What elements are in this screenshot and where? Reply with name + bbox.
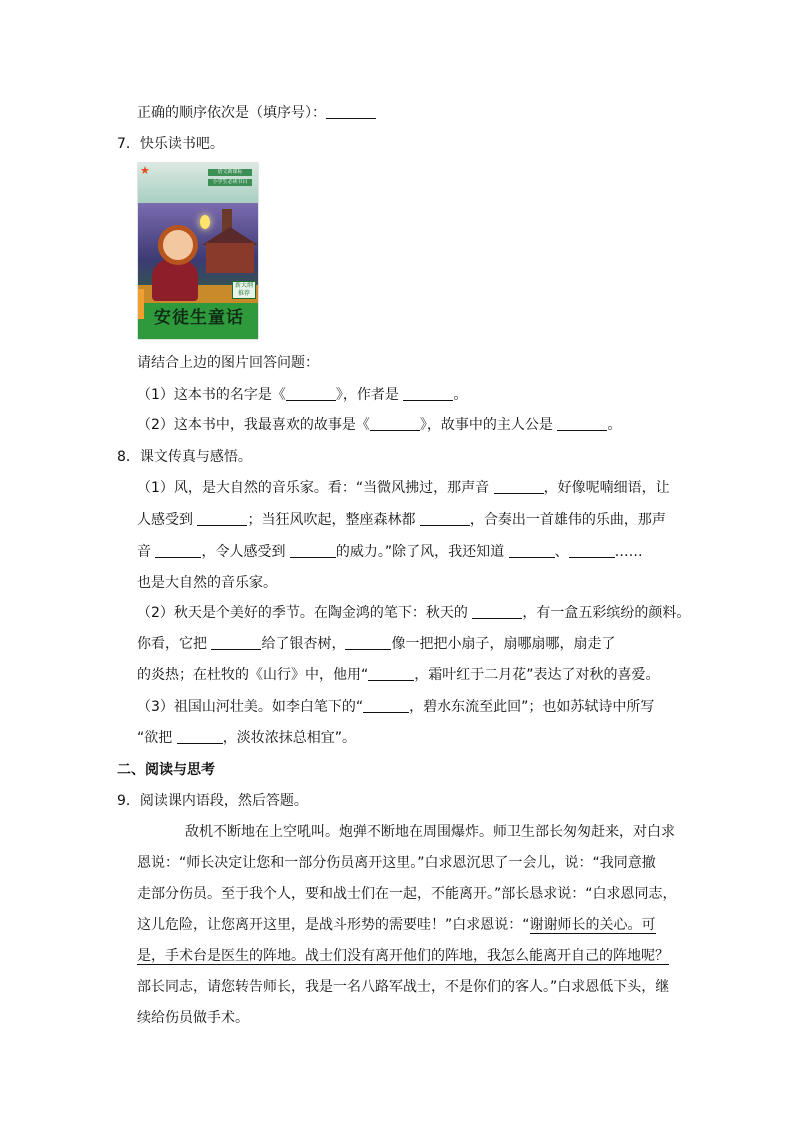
answer-blank[interactable] — [557, 416, 607, 431]
q9-underlined-text: 谢谢师长的关心。可 — [529, 917, 656, 933]
answer-blank[interactable] — [472, 604, 522, 619]
q9-passage-line — [137, 947, 669, 965]
q7-sub1-text: （1）这本书的名字是《 — [137, 387, 286, 403]
answer-blank[interactable] — [363, 698, 409, 713]
q8-text: （1）风，是大自然的音乐家。看：“当微风拂过，那声音 — [137, 480, 494, 496]
q8-text: 音 — [137, 544, 156, 560]
q9-passage-line: 敌机不断地在上空吼叫。炮弹不断地在周围爆炸。师卫生部长匆匆赶来，对白求 — [185, 824, 675, 840]
q9-passage-line: 恩说：“师长决定让您和一部分伤员离开这里。”白求恩沉思了一会儿，说：“我同意撤 — [137, 855, 656, 871]
answer-blank[interactable] — [403, 386, 453, 401]
q7-sub1 — [137, 386, 467, 404]
q7-sub2-text: （2）这本书中，我最喜欢的故事是《 — [137, 417, 370, 433]
cover-title: 安徒生童话 — [154, 308, 244, 328]
answer-blank[interactable] — [197, 511, 247, 526]
q8-text: …… — [614, 544, 643, 560]
cover-badge: 新大纲推荐 — [232, 281, 256, 299]
cover-top-label: 语文新课标 — [208, 169, 252, 176]
q9-passage-line: 走部分伤员。至于我个人，要和战士们在一起，不能离开。”部长恳求说：“白求恩同志， — [137, 886, 677, 902]
q9-passage-line: 续给伤员做手术。 — [137, 1010, 249, 1026]
cover-top-label: 小学生必读书目 — [208, 179, 252, 186]
q8-text: ，淡妆浓抹总相宜”。 — [222, 730, 356, 746]
answer-blank[interactable] — [326, 104, 376, 119]
q8-text: ，合奏出一首雄伟的乐曲，那声 — [469, 512, 666, 528]
q8-line — [137, 635, 615, 653]
answer-blank[interactable] — [509, 543, 555, 558]
q9-heading: 9．阅读课内语段，然后答题。 — [117, 793, 308, 809]
q8-text: ，碧水东流至此回”；也如苏轼诗中所写 — [409, 699, 655, 715]
q8-text: ，霜叶红于二月花”表达了对秋的喜爱。 — [414, 667, 660, 683]
q9-underlined-text: 是，手术台是医生的阵地。战士们没有离开他们的阵地，我怎么能离开自己的阵地呢？ — [137, 948, 669, 964]
q7-sub1-text: 》，作者是 — [335, 387, 404, 403]
q6-order-text: 正确的顺序依次是（填序号）： — [137, 105, 326, 121]
candle-flame — [200, 215, 210, 229]
q9-passage-line: 部长同志，请您转告师长，我是一名八路军战士，不是你们的客人。”白求恩低下头，继 — [137, 979, 670, 995]
q7-sub2-text: 》，故事中的主人公是 — [419, 417, 558, 433]
q8-text: “欲把 — [137, 730, 177, 746]
q7-prompt: 请结合上边的图片回答问题： — [137, 355, 319, 371]
q8-line — [137, 543, 643, 561]
answer-blank[interactable] — [368, 666, 414, 681]
q8-text: ，令人感受到 — [201, 544, 290, 560]
q8-text: （3）祖国山河壮美。如李白笔下的“ — [137, 699, 364, 715]
section-heading: 二、阅读与思考 — [117, 762, 215, 778]
cover-house — [206, 243, 254, 273]
answer-blank[interactable] — [177, 729, 223, 744]
q8-line — [137, 698, 654, 716]
answer-blank[interactable] — [494, 479, 544, 494]
q8-line — [137, 479, 670, 497]
answer-blank[interactable] — [569, 543, 615, 558]
girl-figure-body — [152, 259, 198, 301]
q8-line — [137, 729, 356, 747]
q8-text: ，有一盒五彩缤纷的颜料。 — [522, 605, 691, 621]
q8-line — [137, 511, 666, 529]
q8-text: （2）秋天是个美好的季节。在陶金鸿的笔下：秋天的 — [137, 605, 473, 621]
answer-blank[interactable] — [290, 543, 336, 558]
q8-text: 人感受到 — [137, 512, 198, 528]
q8-text: ，好像呢喃细语，让 — [543, 480, 670, 496]
q8-text: 像一把把小扇子，扇哪扇哪，扇走了 — [391, 636, 616, 652]
q8-line — [137, 666, 660, 684]
answer-blank[interactable] — [155, 543, 201, 558]
q9-passage-text: 这儿危险，让您离开这里，是战斗形势的需要哇！”白求恩说：“ — [137, 917, 530, 933]
answer-blank[interactable] — [370, 416, 420, 431]
answer-blank[interactable] — [345, 635, 391, 650]
answer-blank[interactable] — [211, 635, 261, 650]
q6-order-line — [137, 104, 376, 122]
q9-passage-line — [137, 916, 656, 934]
q8-text: 的威力。”除了风，我还知道 — [335, 544, 509, 560]
q8-text: 给了银杏树， — [261, 636, 346, 652]
answer-blank[interactable] — [420, 511, 470, 526]
q8-text: 的炎热；在杜牧的《山行》中，他用“ — [137, 667, 369, 683]
book-cover-image — [138, 163, 258, 339]
q8-line — [137, 604, 690, 622]
q7-sub1-text: 。 — [453, 387, 468, 403]
q8-text: ；当狂风吹起，整座森林都 — [247, 512, 420, 528]
q7-sub2 — [137, 416, 621, 434]
q8-line: 也是大自然的音乐家。 — [137, 575, 277, 591]
answer-blank[interactable] — [286, 386, 336, 401]
q7-sub2-text: 。 — [607, 417, 622, 433]
q8-text: 、 — [554, 544, 569, 560]
girl-figure-head — [158, 225, 198, 265]
star-icon: ★ — [140, 164, 150, 177]
q8-text: 你看，它把 — [137, 636, 212, 652]
q7-heading: 7．快乐读书吧。 — [117, 136, 224, 152]
q8-heading: 8．课文传真与感悟。 — [117, 449, 252, 465]
